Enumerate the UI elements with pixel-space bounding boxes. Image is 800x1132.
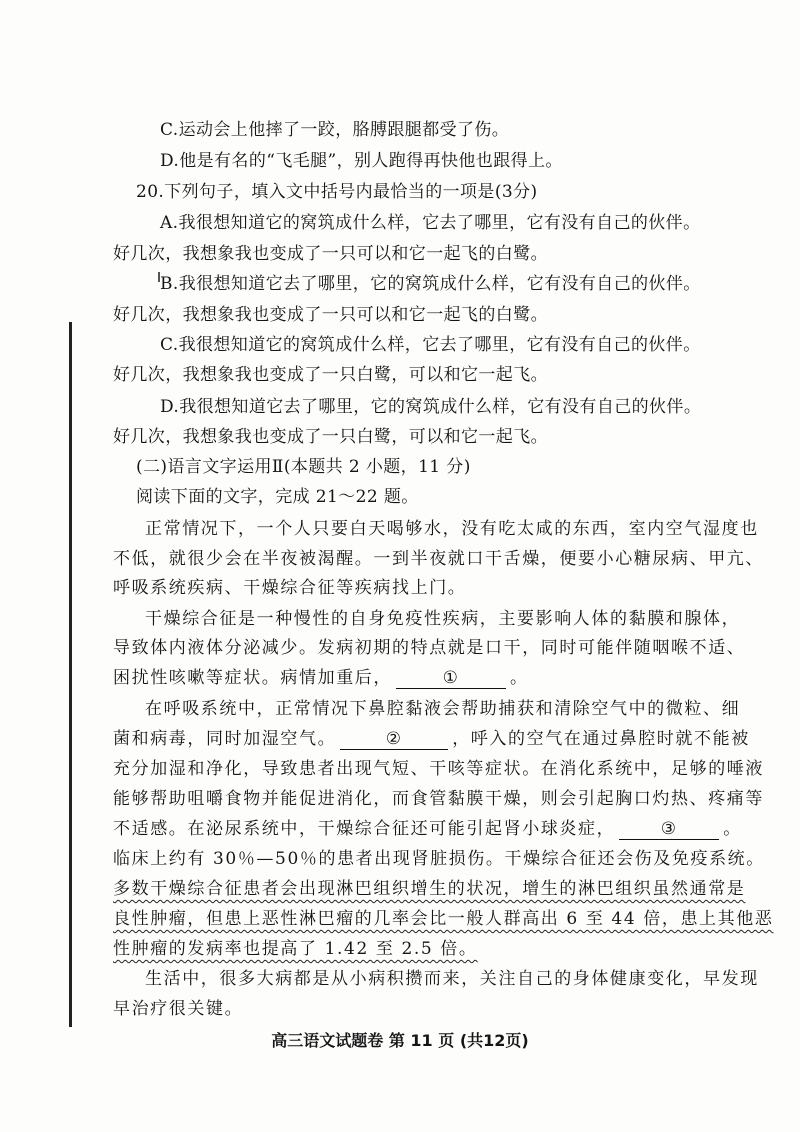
q19-option-d: D.他是有名的“飞毛腿”，别人跑得再快他也跟得上。	[160, 151, 563, 171]
passage-p3-line2	[113, 727, 750, 751]
page-footer: 高三语文试题卷 第 11 页 (共12页)	[271, 1031, 529, 1050]
passage-p2-line3-end: 。	[510, 668, 529, 688]
section-heading: (二)语言文字运用Ⅱ(本题共 2 小题，11 分)	[136, 457, 471, 477]
passage-p3-line5	[113, 817, 742, 841]
passage-p3-line2-end: ，呼入的空气在通过鼻腔时就不能被	[452, 729, 750, 749]
passage-p3-line1: 在呼吸系统中，正常情况下鼻腔黏液会帮助捕获和清除空气中的微粒、细	[145, 699, 741, 719]
section-instruction: 阅读下面的文字，完成 21～22 题。	[136, 487, 419, 507]
passage-p2-line1: 干燥综合征是一种慢性的自身免疫性疾病，主要影响人体的黏膜和腺体，	[145, 609, 741, 629]
q20-stem: 20.下列句子，填入文中括号内最恰当的一项是(3分)	[136, 182, 538, 202]
q20-option-d-line1: D.我很想知道它去了哪里，它的窝筑成什么样，它有没有自己的伙伴。	[160, 397, 702, 417]
passage-p3-line9	[113, 937, 478, 961]
q20-option-b-line1: B.我很想知道它去了哪里，它的窝筑成什么样，它有没有自己的伙伴。	[160, 274, 701, 294]
wavy-underlined-text-line3: 性肿瘤的发病率也提高了 1.42 至 2.5 倍。	[113, 939, 478, 959]
passage-p3-line5-end: 。	[723, 819, 742, 839]
passage-p4-line1: 生活中，很多大病都是从小病积攒而来，关注自己的身体健康变化，早发现	[145, 969, 759, 989]
answer-blank-3[interactable]: ③	[619, 819, 719, 840]
passage-p2-line2: 导致体内液体分泌减少。发病初期的特点就是口干，同时可能伴随咽喉不适、	[113, 638, 746, 658]
answer-blank-1[interactable]: ①	[396, 668, 506, 689]
passage-p1-line3: 呼吸系统疾病、干燥综合征等疾病找上门。	[113, 578, 467, 598]
binding-margin-line	[69, 322, 72, 1027]
q20-option-d-line2: 好几次，我想象我也变成了一只白鹭，可以和它一起飞。	[113, 427, 548, 447]
q20-option-b-line2: 好几次，我想象我也变成了一只可以和它一起飞的白鹭。	[113, 305, 548, 325]
q19-option-c: C.运动会上他摔了一跤，胳膊跟腿都受了伤。	[160, 120, 510, 140]
passage-p3-line5-text: 不适感。在泌尿系统中，干燥综合征还可能引起肾小球炎症，	[113, 819, 616, 839]
passage-p3-line2-text: 菌和病毒，同时加湿空气。	[113, 729, 337, 749]
q20-option-a-line1: A.我很想知道它的窝筑成什么样，它去了哪里，它有没有自己的伙伴。	[160, 213, 701, 233]
passage-p3-line7	[113, 877, 745, 901]
passage-p2-line3	[113, 666, 529, 690]
wavy-underlined-text-line2: 良性肿瘤，但患上恶性淋巴瘤的几率会比一般人群高出 6 至 44 倍，患上其他恶	[113, 909, 774, 929]
passage-p4-line2: 早治疗很关键。	[113, 999, 244, 1019]
passage-p3-line6: 临床上约有 30％—50％的患者出现肾脏损伤。干燥综合征还会伤及免疫系统。	[113, 849, 765, 869]
answer-blank-2[interactable]: ②	[340, 729, 448, 750]
passage-p1-line1: 正常情况下，一个人只要白天喝够水，没有吃太咸的东西，室内空气湿度也	[145, 519, 759, 539]
passage-p3-line8	[113, 907, 773, 931]
q20-option-a-line2: 好几次，我想象我也变成了一只可以和它一起飞的白鹭。	[113, 244, 548, 264]
q20-option-c-line1: C.我很想知道它的窝筑成什么样，它去了哪里，它有没有自己的伙伴。	[160, 335, 701, 355]
wavy-underlined-text-line1: 多数干燥综合征患者会出现淋巴组织增生的状况，增生的淋巴组织虽然通常是	[113, 879, 746, 899]
passage-p3-line4: 能够帮助咀嚼食物并能促进消化，而食管黏膜干燥，则会引起胸口灼热、疼痛等	[113, 789, 764, 809]
q20-option-c-line2: 好几次，我想象我也变成了一只白鹭，可以和它一起飞。	[113, 365, 548, 385]
passage-p1-line2: 不低，就很少会在半夜被渴醒。一到半夜就口干舌燥，便要小心糖尿病、甲亢、	[113, 549, 764, 569]
passage-p3-line3: 充分加湿和净化，导致患者出现气短、干咳等症状。在消化系统中，足够的唾液	[113, 759, 764, 779]
passage-p2-line3-text: 困扰性咳嗽等症状。病情加重后，	[113, 668, 392, 688]
